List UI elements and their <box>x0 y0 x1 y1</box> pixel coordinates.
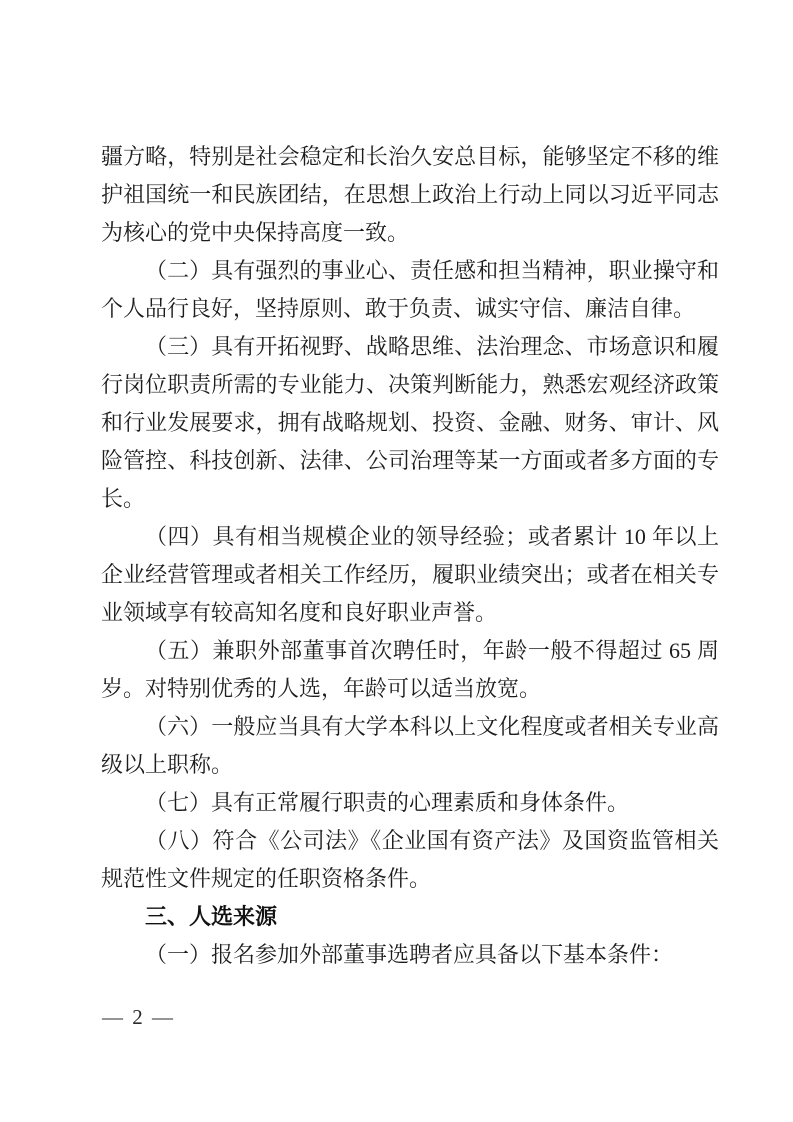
document-body <box>101 138 719 974</box>
clause-1-basic-conditions-paragraph: （一）报名参加外部董事选聘者应具备以下基本条件： <box>145 942 674 967</box>
clause-8-paragraph: （八）符合《公司法》《企业国有资产法》及国资监管相关规范性文件规定的任职资格条件。 <box>101 828 719 891</box>
clause-3-paragraph: （三）具有开拓视野、战略思维、法治理念、市场意识和履行岗位职责所需的专业能力、决策判断能力，熟悉宏观经济政策和行业发展要求，拥有战略规划、投资、金融、财务、审计、风险管控、科技创新、法律、公司治理等某一方面或者多方面的专长。 <box>101 334 719 511</box>
continued-paragraph: 疆方略，特别是社会稳定和长治久安总目标，能够坚定不移的维护祖国统一和民族团结，在思想上政治上行动上同以习近平同志为核心的党中央保持高度一致。 <box>101 144 719 245</box>
clause-5-paragraph: （五）兼职外部董事首次聘任时，年龄一般不得超过 65 周岁。对特别优秀的人选，年龄可以适当放宽。 <box>101 638 719 701</box>
clause-4-paragraph: （四）具有相当规模企业的领导经验；或者累计 10 年以上企业经营管理或者相关工作经历，履职业绩突出；或者在相关专业领域享有较高知名度和良好职业声誉。 <box>101 524 719 625</box>
page-number: — 2 — <box>102 1005 175 1029</box>
clause-2-paragraph: （二）具有强烈的事业心、责任感和担当精神，职业操守和个人品行良好，坚持原则、敢于负责、诚实守信、廉洁自律。 <box>101 258 719 321</box>
clause-7-paragraph: （七）具有正常履行职责的心理素质和身体条件。 <box>145 790 630 815</box>
section-heading-candidate-sources: 三、人选来源 <box>145 904 278 929</box>
clause-6-paragraph: （六）一般应当具有大学本科以上文化程度或者相关专业高级以上职称。 <box>101 714 719 777</box>
